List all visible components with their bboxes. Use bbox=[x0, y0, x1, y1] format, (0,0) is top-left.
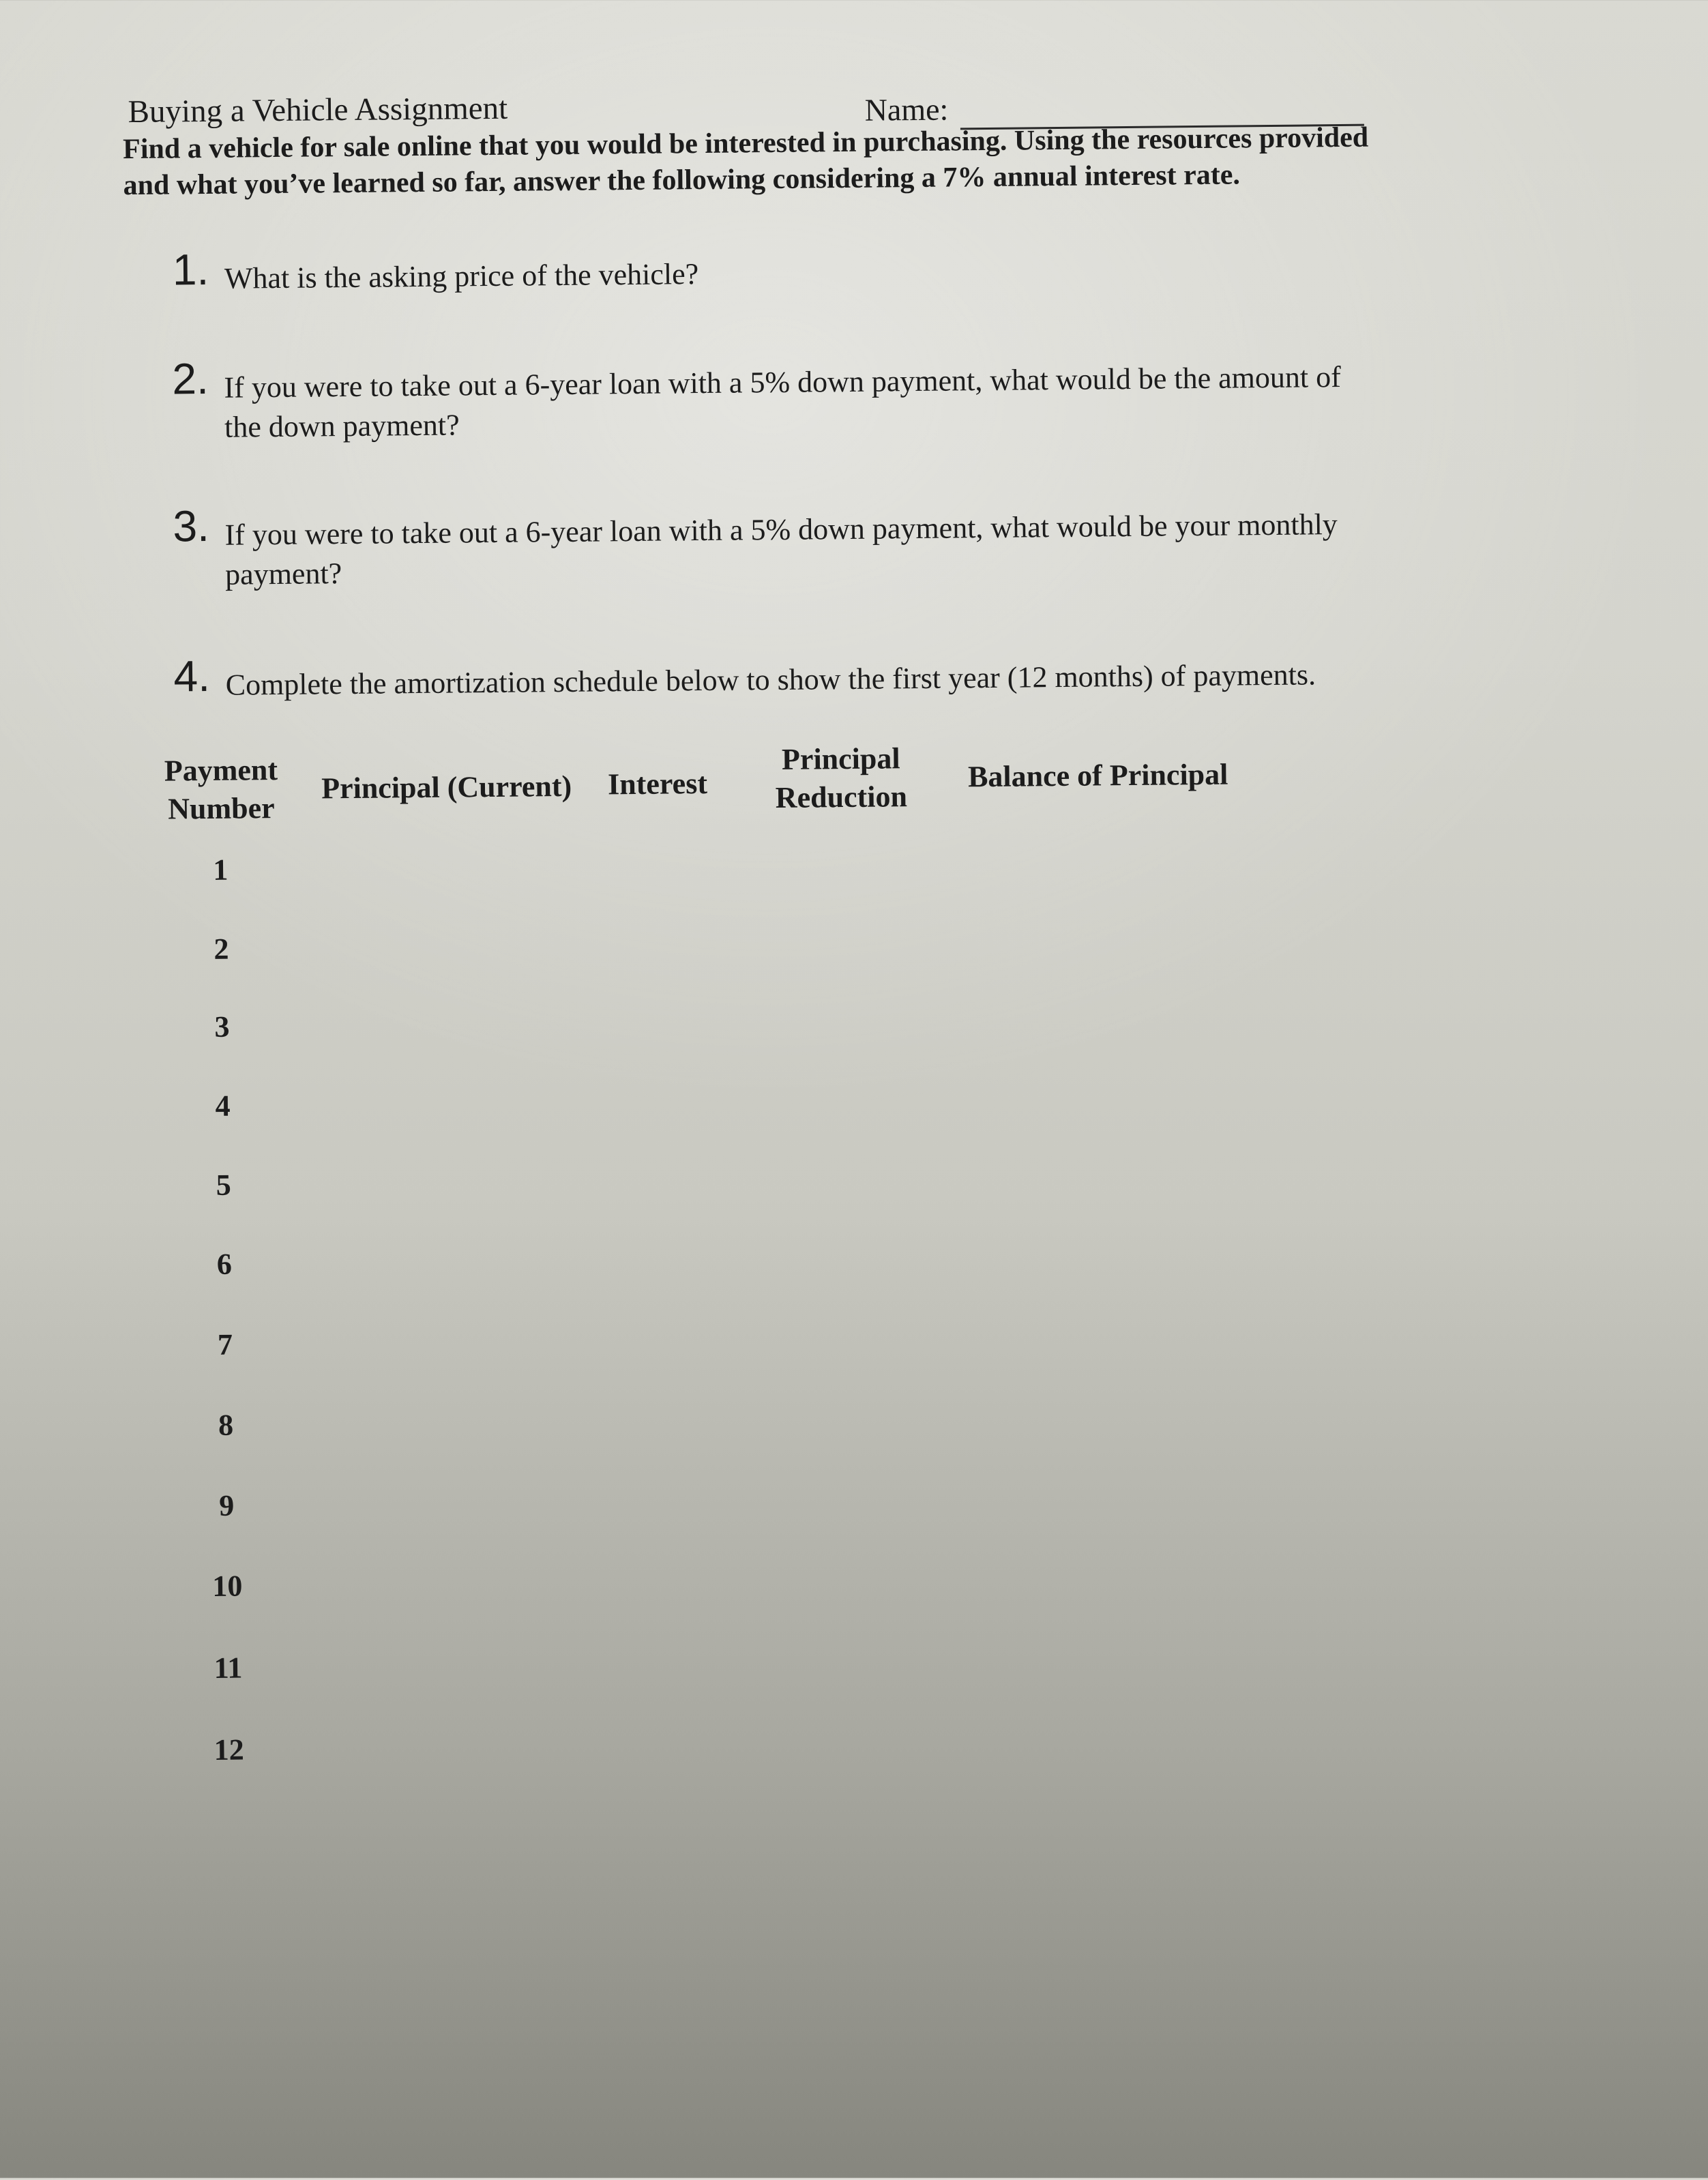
question-2-text: If you were to take out a 6-year loan with a 5% down payment, what would be the amount of the down payment? bbox=[224, 360, 1342, 444]
payment-number-4: 4 bbox=[215, 1089, 231, 1123]
header-principal-current: Principal (Current) bbox=[321, 769, 572, 806]
payment-number-7: 7 bbox=[217, 1327, 233, 1361]
payment-number-2: 2 bbox=[214, 932, 229, 966]
question-3 bbox=[173, 501, 1351, 595]
question-1 bbox=[172, 244, 1350, 299]
payment-number-6: 6 bbox=[216, 1247, 233, 1281]
question-1-text: What is the asking price of the vehicle? bbox=[224, 257, 699, 295]
payment-number-9: 9 bbox=[219, 1488, 235, 1522]
question-2-number: 2. bbox=[172, 353, 209, 404]
payment-number-10: 10 bbox=[212, 1569, 243, 1603]
payment-number-8: 8 bbox=[218, 1408, 234, 1442]
question-4 bbox=[173, 651, 1357, 705]
name-label: Name: bbox=[864, 91, 949, 128]
payment-number-5: 5 bbox=[216, 1168, 231, 1202]
header-payment-number: Payment Number bbox=[164, 753, 278, 826]
payment-number-3: 3 bbox=[214, 1010, 230, 1044]
instructions: Find a vehicle for sale online that you would be interested in purchasing. Using the resources provided and what you’ve learned so far, answer the following considering a 7% annual interest rate. bbox=[122, 121, 1369, 202]
header-principal-reduction: Principal Reduction bbox=[775, 741, 908, 815]
question-1-number: 1. bbox=[172, 244, 209, 295]
header-interest: Interest bbox=[607, 766, 708, 801]
payment-number-11: 11 bbox=[214, 1651, 243, 1685]
header-balance-of-principal: Balance of Principal bbox=[967, 757, 1228, 794]
payment-number-12: 12 bbox=[214, 1733, 244, 1767]
question-4-text: Complete the amortization schedule below to show the first year (12 months) of payments. bbox=[225, 658, 1316, 702]
question-2 bbox=[172, 353, 1350, 447]
question-4-number: 4. bbox=[173, 651, 211, 701]
assignment-title: Buying a Vehicle Assignment bbox=[128, 90, 508, 130]
question-3-text: If you were to take out a 6-year loan with a 5% down payment, what would be your monthly payment? bbox=[224, 507, 1338, 591]
payment-number-1: 1 bbox=[213, 853, 229, 887]
question-3-number: 3. bbox=[173, 501, 210, 551]
